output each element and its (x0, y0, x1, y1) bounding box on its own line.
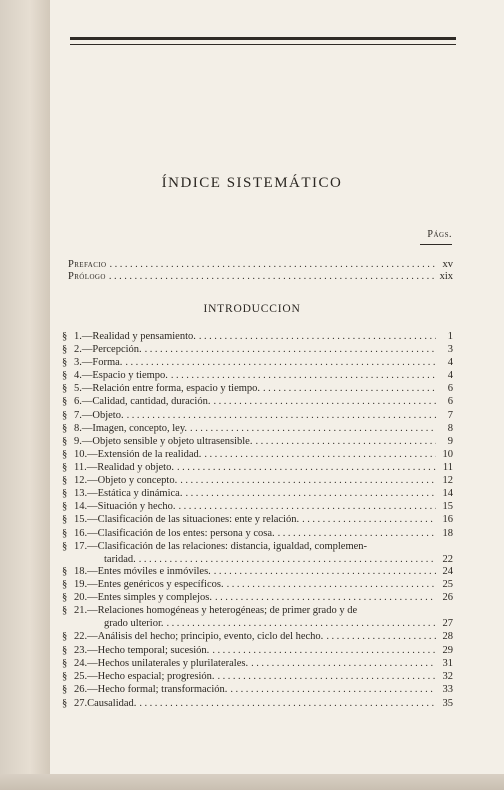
toc-entry (62, 370, 453, 383)
entry-title: —Hecho espacial; progresión. (87, 671, 215, 682)
entry-number: 14. (74, 501, 88, 512)
leader-dots (251, 658, 436, 669)
header-rule-thin (70, 44, 456, 45)
section-symbol: § (62, 605, 68, 616)
page-title: ÍNDICE SISTEMÁTICO (161, 175, 343, 191)
leader-dots (215, 592, 436, 603)
entry-number: 21. (74, 605, 88, 616)
leader-dots (127, 410, 436, 421)
page-number: 4 (447, 370, 453, 381)
leader-dots (326, 631, 436, 642)
page-number: 32 (442, 671, 453, 682)
leader-dots (166, 618, 436, 629)
entry-title: —Entes genéricos y específicos. (87, 579, 224, 590)
leader-dots (180, 475, 436, 486)
section-symbol: § (62, 684, 68, 695)
page-number: 24 (442, 566, 453, 577)
toc-entry (62, 436, 453, 449)
toc-entry (62, 462, 453, 475)
entry-number: 13. (74, 488, 88, 499)
page-number: 27 (442, 618, 453, 629)
page-number: 31 (442, 658, 453, 669)
front-matter-entry (68, 271, 453, 284)
pages-column-rule (420, 244, 452, 245)
front-matter-label: Prólogo (68, 271, 106, 282)
page-number: 18 (442, 528, 453, 539)
entry-number: 27. (74, 698, 88, 709)
toc-entry (62, 645, 453, 658)
leader-dots (227, 579, 436, 590)
page-number: 6 (447, 396, 453, 407)
toc-entry (62, 344, 453, 357)
section-symbol: § (62, 410, 68, 421)
leader-dots (190, 423, 436, 434)
entry-number: 18. (74, 566, 88, 577)
entry-title: —Estática y dinámica. (87, 488, 183, 499)
leader-dots (109, 271, 436, 282)
entry-title-continuation: taridad. (104, 554, 136, 565)
entry-title: —Realidad y pensamiento. (81, 331, 196, 342)
section-symbol: § (62, 658, 68, 669)
entry-number: 16. (74, 528, 88, 539)
toc-entry (62, 528, 453, 541)
page-number: 25 (442, 579, 453, 590)
entry-number: 12. (74, 475, 88, 486)
entry-title: —Calidad, cantidad, duración. (81, 396, 211, 407)
entry-title-continuation: grado ulterior. (104, 618, 164, 629)
section-symbol: § (62, 501, 68, 512)
page-number: 8 (447, 423, 453, 434)
page-number: 10 (442, 449, 453, 460)
section-symbol: § (62, 331, 68, 342)
entry-number: 5. (74, 383, 82, 394)
entry-title: —Objeto sensible y objeto ultrasensible. (81, 436, 253, 447)
section-symbol: § (62, 475, 68, 486)
entry-number: 3. (74, 357, 82, 368)
toc-entry (62, 488, 453, 501)
entry-title: Causalidad. (87, 698, 137, 709)
entry-number: 22. (74, 631, 88, 642)
entry-title: —Situación y hecho. (87, 501, 176, 512)
entry-title: —Forma. (81, 357, 123, 368)
toc-entry (62, 383, 453, 396)
toc-entry (62, 501, 453, 514)
section-symbol: § (62, 528, 68, 539)
section-symbol: § (62, 396, 68, 407)
leader-dots (302, 514, 436, 525)
entry-title: —Entes simples y complejos. (87, 592, 212, 603)
page-number: 33 (442, 684, 453, 695)
leader-dots (178, 501, 436, 512)
entry-number: 25. (74, 671, 88, 682)
entry-number: 7. (74, 410, 82, 421)
leader-dots (185, 488, 436, 499)
toc-entry (62, 541, 453, 554)
entry-title: —Clasificación de las relaciones: distancia, igualdad, complemen- (87, 541, 368, 552)
page-number: 12 (442, 475, 453, 486)
section-symbol: § (62, 514, 68, 525)
entry-title: —Espacio y tiempo. (81, 370, 168, 381)
entry-number: 11. (74, 462, 87, 473)
entry-title: —Entes móviles e inmóviles. (87, 566, 211, 577)
entry-number: 26. (74, 684, 88, 695)
entry-title: —Clasificación de los entes: persona y cosa. (87, 528, 275, 539)
section-title: INTRODUCCION (203, 303, 301, 315)
page-number: 6 (447, 383, 453, 394)
page-number: 28 (442, 631, 453, 642)
section-symbol: § (62, 449, 68, 460)
entry-title: —Objeto y concepto. (87, 475, 178, 486)
section-symbol: § (62, 423, 68, 434)
pages-column-label: Págs. (427, 229, 452, 240)
leader-dots (212, 645, 436, 656)
toc-entry (62, 631, 453, 644)
entry-title: —Relación entre forma, espacio y tiempo. (81, 383, 261, 394)
entry-number: 6. (74, 396, 82, 407)
toc-entry (62, 592, 453, 605)
page-number: 3 (447, 344, 453, 355)
page-number: 1 (447, 331, 453, 342)
entry-title: —Extensión de la realidad. (87, 449, 202, 460)
leader-dots (204, 449, 436, 460)
entry-title: —Hecho temporal; sucesión. (87, 645, 210, 656)
entry-title: —Hechos unilaterales y plurilaterales. (87, 658, 249, 669)
section-symbol: § (62, 462, 68, 473)
page-number: xix (439, 271, 453, 282)
section-symbol: § (62, 357, 68, 368)
page-number: 29 (442, 645, 453, 656)
leader-dots (230, 684, 436, 695)
toc-entry (62, 410, 453, 423)
toc-entry (62, 423, 453, 436)
page-number: 14 (442, 488, 453, 499)
entry-title: —Percepción. (81, 344, 142, 355)
toc-entry (62, 396, 453, 409)
section-symbol: § (62, 541, 68, 552)
entry-number: 24. (74, 658, 88, 669)
leader-dots (255, 436, 436, 447)
entry-number: 20. (74, 592, 88, 603)
leader-dots (278, 528, 436, 539)
front-matter-label: Prefacio (68, 259, 107, 270)
entry-number: 4. (74, 370, 82, 381)
toc-entry (62, 658, 453, 671)
entry-title: —Hecho formal; transformación. (87, 684, 228, 695)
page-number: 4 (447, 357, 453, 368)
toc-entry (62, 475, 453, 488)
section-symbol: § (62, 383, 68, 394)
toc-entry (62, 579, 453, 592)
leader-dots (145, 344, 436, 355)
leader-dots (139, 698, 436, 709)
toc-entry-continuation (104, 618, 453, 631)
section-symbol: § (62, 344, 68, 355)
page-number: 9 (447, 436, 453, 447)
section-symbol: § (62, 631, 68, 642)
entry-number: 17. (74, 541, 88, 552)
entry-title: —Clasificación de las situaciones: ente y relación. (87, 514, 300, 525)
page-number: 7 (447, 410, 453, 421)
toc-entry (62, 684, 453, 697)
entry-title: —Realidad y objeto. (86, 462, 174, 473)
section-symbol: § (62, 645, 68, 656)
page-number: xv (442, 259, 453, 270)
leader-dots (177, 462, 436, 473)
entry-number: 9. (74, 436, 82, 447)
entry-number: 10. (74, 449, 88, 460)
entry-number: 23. (74, 645, 88, 656)
page-number: 22 (442, 554, 453, 565)
section-symbol: § (62, 370, 68, 381)
page-number: 15 (442, 501, 453, 512)
entry-number: 19. (74, 579, 88, 590)
leader-dots (125, 357, 436, 368)
toc-entry (62, 514, 453, 527)
section-symbol: § (62, 579, 68, 590)
page-number: 35 (442, 698, 453, 709)
entry-number: 2. (74, 344, 82, 355)
section-symbol: § (62, 566, 68, 577)
entry-title: —Análisis del hecho; principio, evento, ciclo del hecho. (87, 631, 324, 642)
entry-title: —Objeto. (81, 410, 124, 421)
page-number: 26 (442, 592, 453, 603)
toc-entry (62, 357, 453, 370)
section-symbol: § (62, 592, 68, 603)
section-symbol: § (62, 488, 68, 499)
entry-title: —Relaciones homogéneas y heterogéneas; de primer grado y de (87, 605, 358, 616)
toc-entry (62, 698, 453, 711)
leader-dots (263, 383, 436, 394)
leader-dots (109, 259, 436, 270)
page-bottom-shadow (0, 774, 504, 790)
leader-dots (218, 671, 436, 682)
entry-title: —Imagen, concepto, ley. (81, 423, 188, 434)
leader-dots (214, 566, 436, 577)
leader-dots (171, 370, 436, 381)
toc-entry (62, 671, 453, 684)
toc-entry (62, 605, 453, 618)
entry-number: 15. (74, 514, 88, 525)
leader-dots (139, 554, 436, 565)
section-symbol: § (62, 698, 68, 709)
facing-page-edge (0, 0, 51, 790)
page-number: 11 (442, 462, 453, 473)
header-rule-thick (70, 37, 456, 40)
toc-entry (62, 331, 453, 344)
section-symbol: § (62, 671, 68, 682)
leader-dots (199, 331, 436, 342)
entry-number: 1. (74, 331, 82, 342)
section-symbol: § (62, 436, 68, 447)
entry-number: 8. (74, 423, 82, 434)
page-number: 16 (442, 514, 453, 525)
leader-dots (213, 396, 436, 407)
toc-entry (62, 566, 453, 579)
toc-entry (62, 449, 453, 462)
